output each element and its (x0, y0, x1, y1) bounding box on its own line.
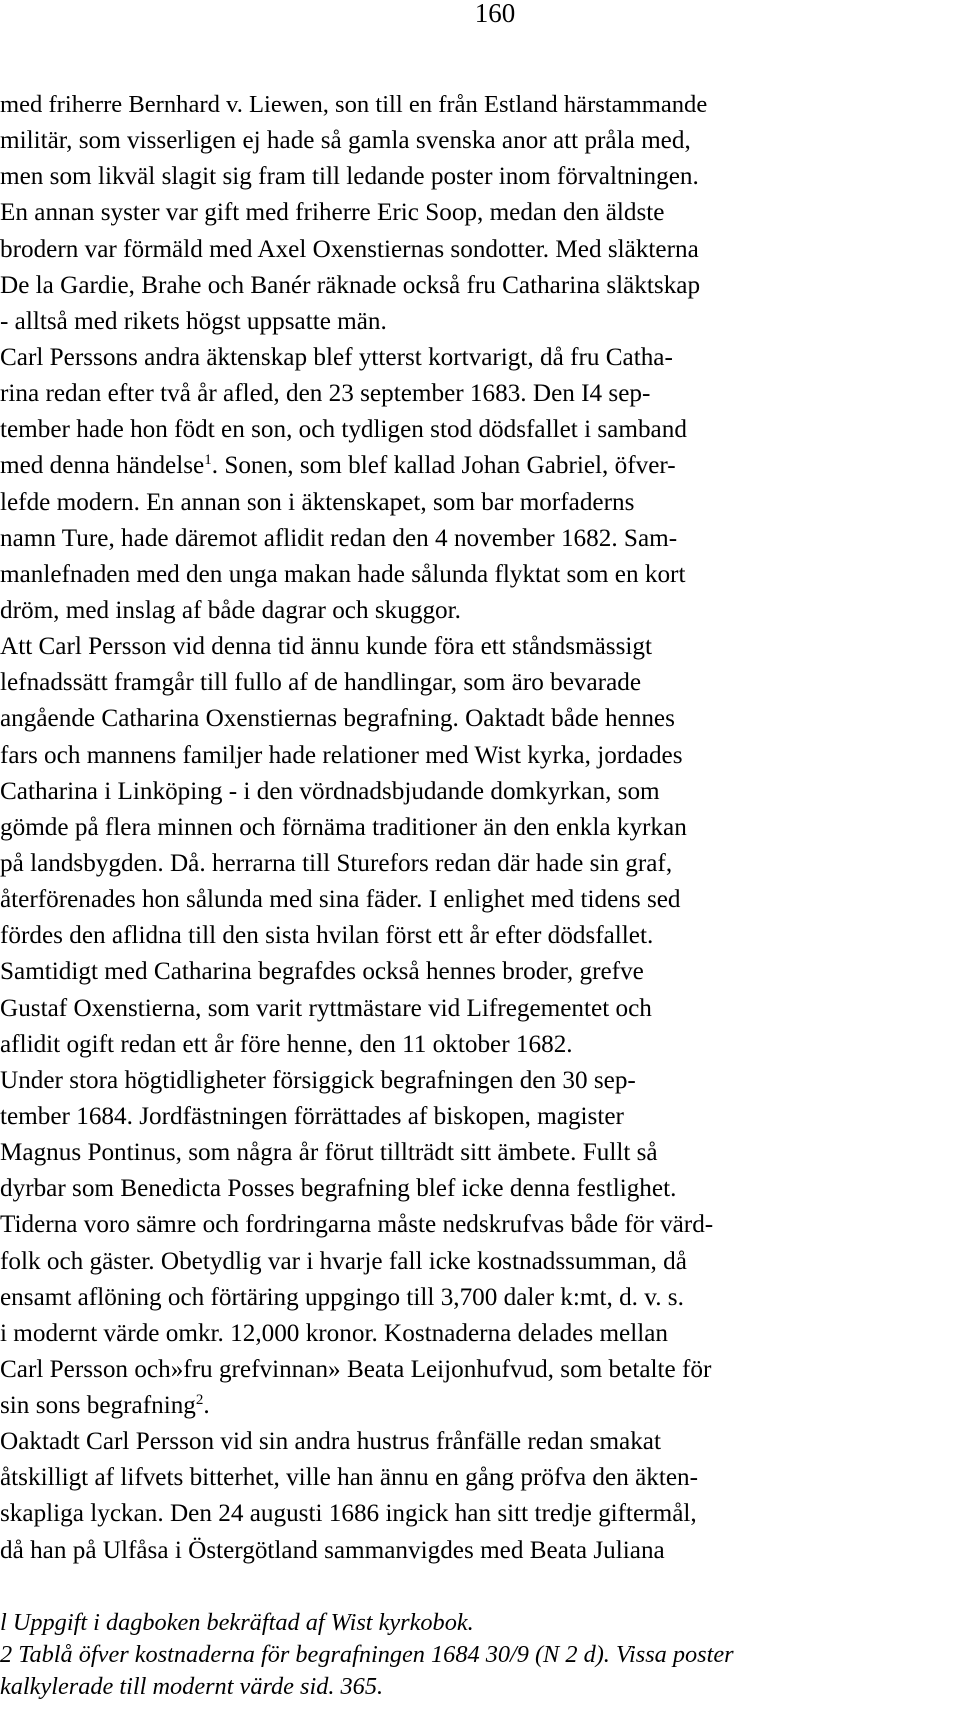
text-line-end: . Sonen, som blef kallad Johan Gabriel, öfver- (211, 452, 676, 480)
text-line: militär, som visserligen ej hade så gamla svenska anor att pråla med, (0, 127, 691, 155)
text-line: Under stora högtidligheter försiggick begrafningen den 30 sep- (0, 1066, 636, 1094)
text-line: tember hade hon födt en son, och tydligen stod dödsfallet i samband (0, 416, 687, 444)
text-line-with-footnote-ref (0, 1388, 960, 1424)
text-line: på landsbygden. Då. herrarna till Sturefors redan där hade sin graf, (0, 849, 673, 877)
text-line: men som likväl slagit sig fram till ledande poster inom förvaltningen. (0, 163, 699, 191)
text-line: rina redan efter två år afled, den 23 september 1683. Den I4 sep- (0, 380, 651, 408)
text-line: angående Catharina Oxenstiernas begrafning. Oaktadt både hennes (0, 705, 675, 733)
text-line: manlefnaden med den unga makan hade sålunda flyktat som en kort (0, 560, 686, 588)
text-line: dröm, med inslag af både dagrar och skuggor. (0, 596, 461, 624)
text-line: aflidit ogift redan ett år före henne, den 11 oktober 1682. (0, 1030, 573, 1058)
page-number: 160 (474, 0, 516, 28)
text-line: De la Gardie, Brahe och Banér räknade också fru Catharina släktskap (0, 271, 701, 299)
text-line: Samtidigt med Catharina begrafdes också hennes broder, grefve (0, 958, 644, 986)
footnotes (0, 1607, 960, 1703)
footnote-ref-1: 1 (204, 452, 212, 469)
text-line: lefde modern. En annan son i äktenskapet, som bar morfaderns (0, 488, 635, 516)
text-line: fars och mannens familjer hade relationer med Wist kyrka, jordades (0, 741, 683, 769)
text-line-end: . (203, 1392, 210, 1420)
text-line: skapliga lyckan. Den 24 augusti 1686 ingick han sitt tredje giftermål, (0, 1500, 697, 1528)
text-line: gömde på flera minnen och förnäma traditioner än den enkla kyrkan (0, 813, 687, 841)
text-line: Oaktadt Carl Persson vid sin andra hustrus frånfälle redan smakat (0, 1428, 661, 1456)
text-line: En annan syster var gift med friherre Eric Soop, medan den äldste (0, 199, 665, 227)
text-line: Gustaf Oxenstierna, som varit ryttmästare vid Lifregementet och (0, 994, 652, 1022)
text-line: Catharina i Linköping - i den vördnadsbjudande domkyrkan, som (0, 777, 660, 805)
text-line: Att Carl Persson vid denna tid ännu kunde föra ett ståndsmässigt (0, 633, 652, 661)
footnote-ref-2: 2 (195, 1392, 204, 1409)
text-line: fördes den aflidna till den sista hvilan först ett år efter dödsfallet. (0, 922, 654, 950)
text-line: tember 1684. Jordfästningen förrättades af biskopen, magister (0, 1102, 624, 1130)
text-line: folk och gäster. Obetydlig var i hvarje fall icke kostnadssumman, då (0, 1247, 687, 1275)
text-line-start: sin sons begrafning (0, 1392, 196, 1420)
text-line: åtskilligt af lifvets bitterhet, ville han ännu en gång pröfva den äkten- (0, 1464, 699, 1492)
footnote-1: l Uppgift i dagboken bekräftad af Wist kyrkobok. (0, 1609, 474, 1636)
text-line: återförenades hon sålunda med sina fäder. I enlighet med tidens sed (0, 886, 681, 914)
text-line-start: med denna händelse (0, 452, 205, 480)
text-line: ensamt aflöning och förtäring uppgingo till 3,700 daler k:mt, d. v. s. (0, 1283, 684, 1311)
body-text (0, 87, 960, 1569)
text-line: lefnadssätt framgår till fullo af de handlingar, som äro bevarade (0, 669, 642, 697)
footnote-2-continued: kalkylerade till modernt värde sid. 365. (0, 1673, 384, 1700)
text-line: namn Ture, hade däremot aflidit redan den 4 november 1682. Sam- (0, 524, 678, 552)
text-line: då han på Ulfåsa i Östergötland sammanvigdes med Beata Juliana (0, 1536, 665, 1564)
text-line: Magnus Pontinus, som några år förut tillträdt sitt ämbete. Fullt så (0, 1139, 658, 1167)
text-line: dyrbar som Benedicta Posses begrafning blef icke denna festlighet. (0, 1175, 677, 1203)
text-line: Carl Persson och»fru grefvinnan» Beata Leijonhufvud, som betalte för (0, 1355, 712, 1383)
text-line: i modernt värde omkr. 12,000 kronor. Kostnaderna delades mellan (0, 1319, 668, 1347)
text-line: Tiderna voro sämre och fordringarna måste nedskrufvas både för värd- (0, 1211, 714, 1239)
text-line: Carl Perssons andra äktenskap blef ytterst kortvarigt, då fru Catha- (0, 343, 673, 371)
footnote-2: 2 Tablå öfver kostnaderna för begrafningen 1684 30/9 (N 2 d). Vissa poster (0, 1641, 734, 1668)
text-line-with-footnote-ref (0, 448, 960, 484)
text-line: med friherre Bernhard v. Liewen, son till en från Estland härstammande (0, 91, 708, 118)
text-line: - alltså med rikets högst uppsatte män. (0, 307, 387, 335)
text-line: brodern var förmäld med Axel Oxenstiernas sondotter. Med släkterna (0, 235, 699, 263)
